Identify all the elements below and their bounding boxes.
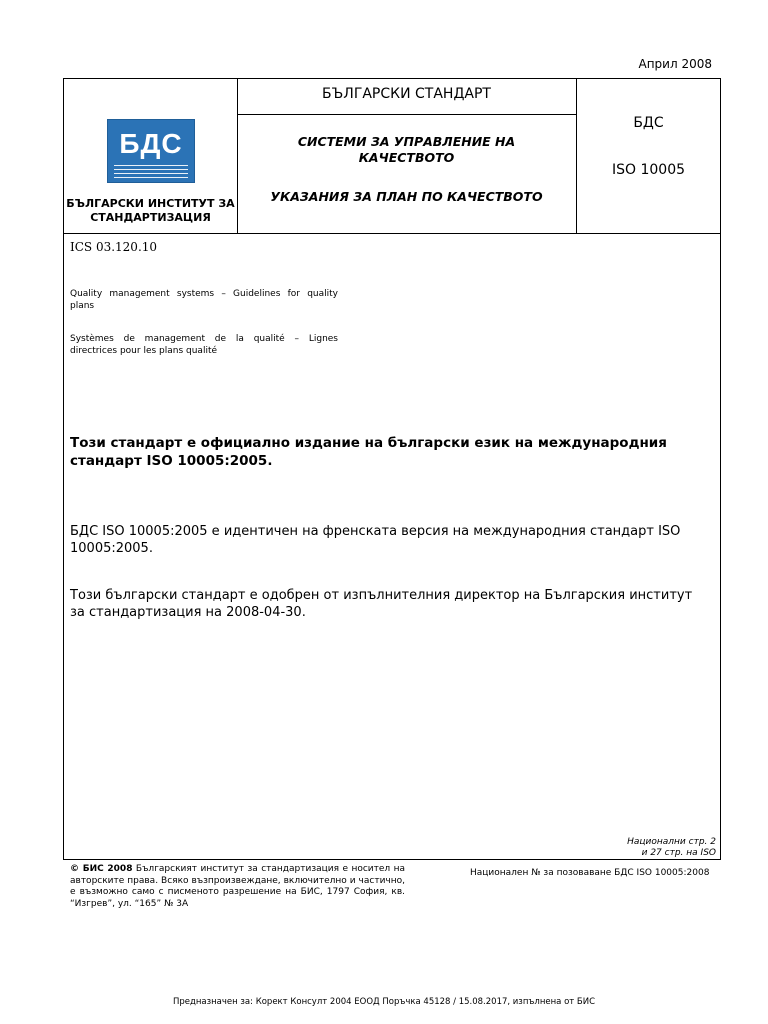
subject-line-2: КАЧЕСТВОТО <box>358 150 455 165</box>
copyright-notice <box>70 864 405 910</box>
copyright-label: © БИС 2008 <box>70 864 133 874</box>
approval-paragraph: Този български стандарт е одобрен от изпълнителния директор на Българския институт за стандартизация на 2008-04-30. <box>70 588 693 620</box>
subject-title: УКАЗАНИЯ ЗА ПЛАН ПО КАЧЕСТВОТО <box>270 189 543 204</box>
bds-logo <box>107 119 195 183</box>
logo-stripe <box>114 177 188 178</box>
national-reference-number: Национален № за позоваване БДС ISO 10005:2008 <box>470 868 710 878</box>
header-title: БЪЛГАРСКИ СТАНДАРТ <box>322 86 491 102</box>
title-french: Systèmes de management de la qualité – Lignes directrices pour les plans qualité <box>70 334 338 356</box>
publication-date: Април 2008 <box>638 57 712 71</box>
subject-line-1: СИСТЕМИ ЗА УПРАВЛЕНИЕ НА <box>297 134 516 149</box>
national-pages-line-1: Национални стр. 2 <box>627 837 716 847</box>
identity-paragraph: БДС ISO 10005:2005 е идентичен на френската версия на международния стандарт ISO 10005:2005. <box>70 524 681 556</box>
header-title-divider <box>238 114 576 115</box>
logo-stripe <box>114 169 188 170</box>
title-english: Quality management systems – Guidelines for quality plans <box>70 289 338 311</box>
institute-name: БЪЛГАРСКИ ИНСТИТУТ ЗА СТАНДАРТИЗАЦИЯ <box>66 197 235 224</box>
subject-heading <box>238 134 575 166</box>
national-pages <box>520 837 716 859</box>
header-bottom-divider <box>64 233 720 234</box>
logo-text: БДС <box>119 128 183 159</box>
ics-code: ICS 03.120.10 <box>70 240 158 254</box>
copyright-text: Българският институт за стандартизация е носител на авторските права. Всяко възпроизвеждане, включително и частично, е възможно само с писменото разрешение на БИС, 1797 София, кв. “Изгрев”, ул. “165” № 3А <box>70 864 406 909</box>
lead-statement: Този стандарт е официално издание на български език на международния стандарт ISO 10005:2005. <box>70 435 667 469</box>
logo-stripe <box>114 165 188 166</box>
standard-prefix: БДС <box>633 115 664 131</box>
standard-number: ISO 10005 <box>611 162 686 178</box>
header-divider-right <box>576 79 577 233</box>
license-note: Предназначен за: Корект Консулт 2004 ЕООД Поръчка 45128 / 15.08.2017, изпълнена от БИС <box>172 997 596 1007</box>
national-pages-line-2: и 27 стр. на ISO <box>641 848 716 858</box>
logo-stripe <box>114 173 188 174</box>
